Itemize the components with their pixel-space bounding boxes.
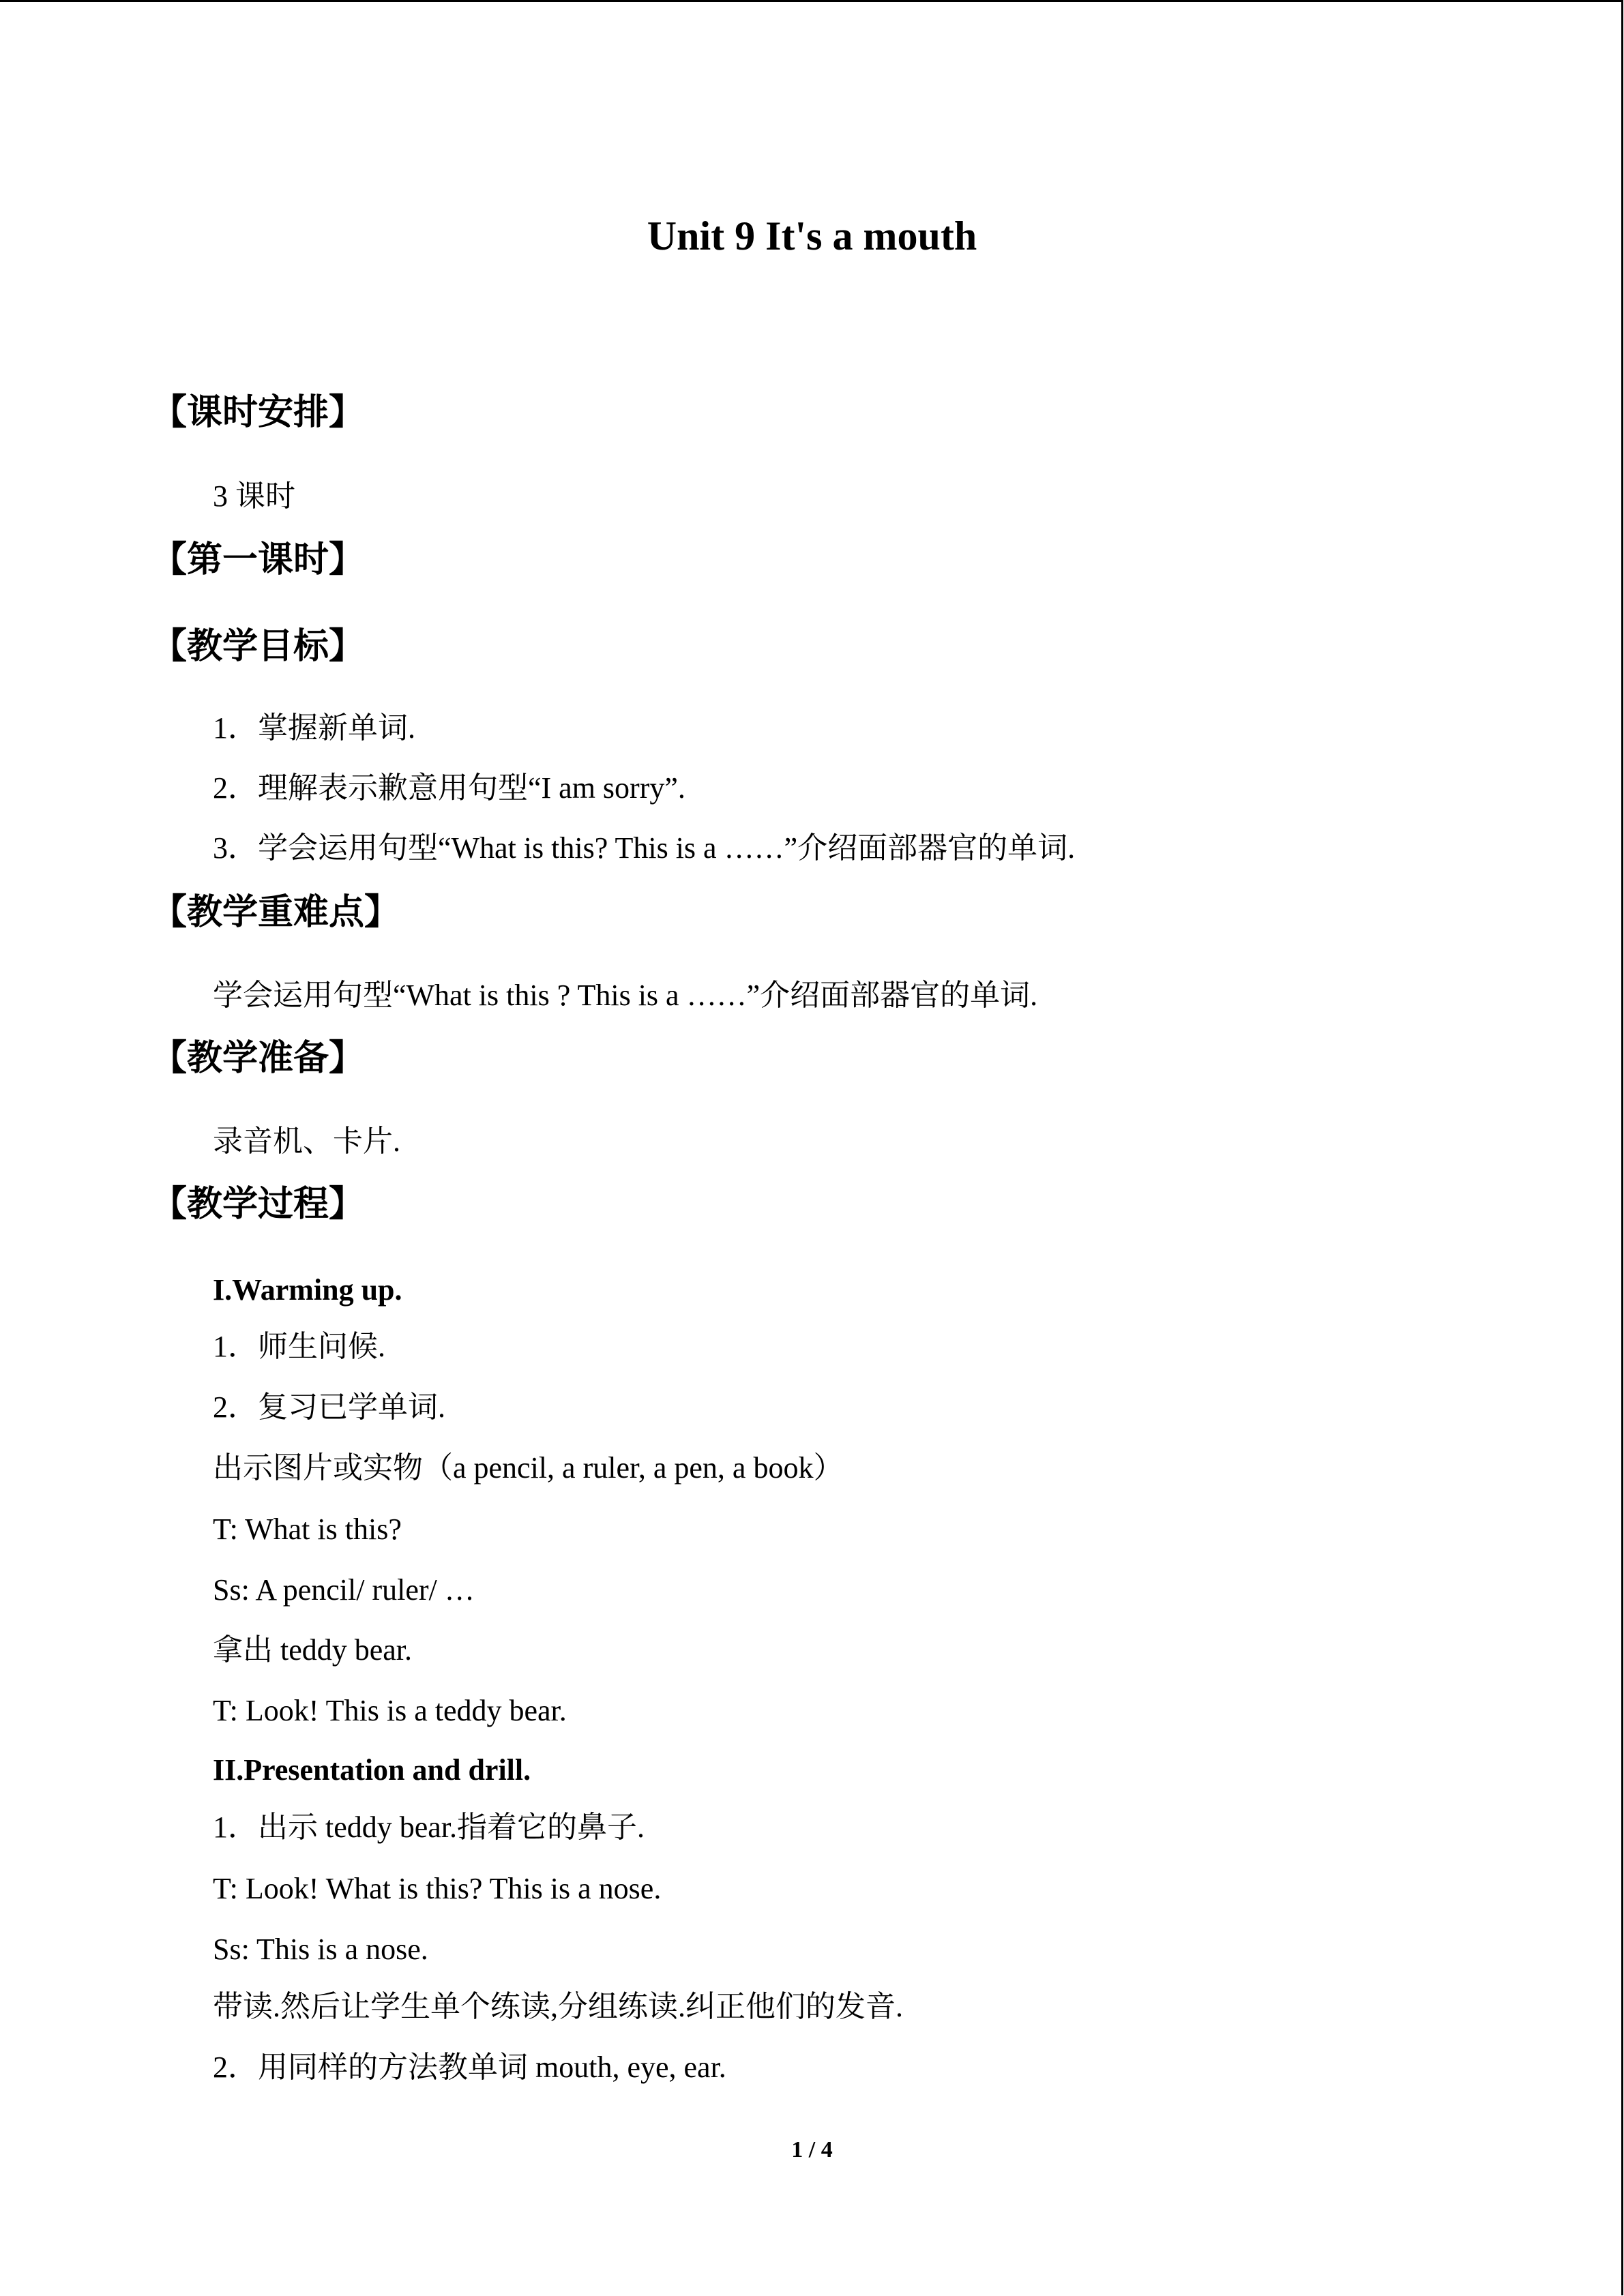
- process-line-13: 带读.然后让学生单个练读,分组练读.纠正他们的发音.: [213, 1990, 903, 2023]
- heading-objectives: 【教学目标】: [151, 626, 365, 667]
- process-line-12: Ss: This is a nose.: [213, 1933, 428, 1966]
- preparation-text: 录音机、卡片.: [213, 1124, 400, 1158]
- schedule-text: 3 课时: [213, 479, 295, 513]
- process-line-8: T: Look! This is a teddy bear.: [213, 1694, 567, 1727]
- process-line-6: Ss: A pencil/ ruler/ …: [213, 1573, 475, 1607]
- process-line-7: 拿出 teddy bear.: [213, 1633, 413, 1667]
- process-line-4: 出示图片或实物（a pencil, a ruler, a pen, a book）: [213, 1451, 844, 1485]
- objective-item-2: 2．理解表示歉意用句型“I am sorry”.: [213, 771, 685, 805]
- process-line-5: T: What is this?: [213, 1512, 402, 1546]
- process-line-9: II.Presentation and drill.: [213, 1753, 531, 1787]
- process-line-1: I.Warming up.: [213, 1273, 402, 1307]
- process-line-14: 2．用同样的方法教单词 mouth, eye, ear.: [213, 2051, 726, 2084]
- heading-lesson1: 【第一课时】: [151, 539, 365, 580]
- page-number: 1 / 4: [791, 2137, 833, 2162]
- heading-schedule: 【课时安排】: [151, 392, 365, 433]
- heading-process: 【教学过程】: [151, 1184, 365, 1225]
- key-points-text: 学会运用句型“What is this ? This is a ……”介绍面部器官的单词.: [213, 979, 1038, 1012]
- objective-item-3: 3．学会运用句型“What is this? This is a ……”介绍面部器官的单词.: [213, 831, 1076, 865]
- heading-key-points: 【教学重难点】: [151, 892, 400, 933]
- process-line-2: 1．师生问候.: [213, 1330, 385, 1363]
- process-line-3: 2．复习已学单词.: [213, 1390, 445, 1424]
- process-line-10: 1．出示 teddy bear.指着它的鼻子.: [213, 1810, 645, 1844]
- document-title: Unit 9 It's a mouth: [647, 213, 977, 258]
- heading-preparation: 【教学准备】: [151, 1038, 365, 1079]
- process-line-11: T: Look! What is this? This is a nose.: [213, 1872, 662, 1905]
- objective-item-1: 1．掌握新单词.: [213, 711, 415, 745]
